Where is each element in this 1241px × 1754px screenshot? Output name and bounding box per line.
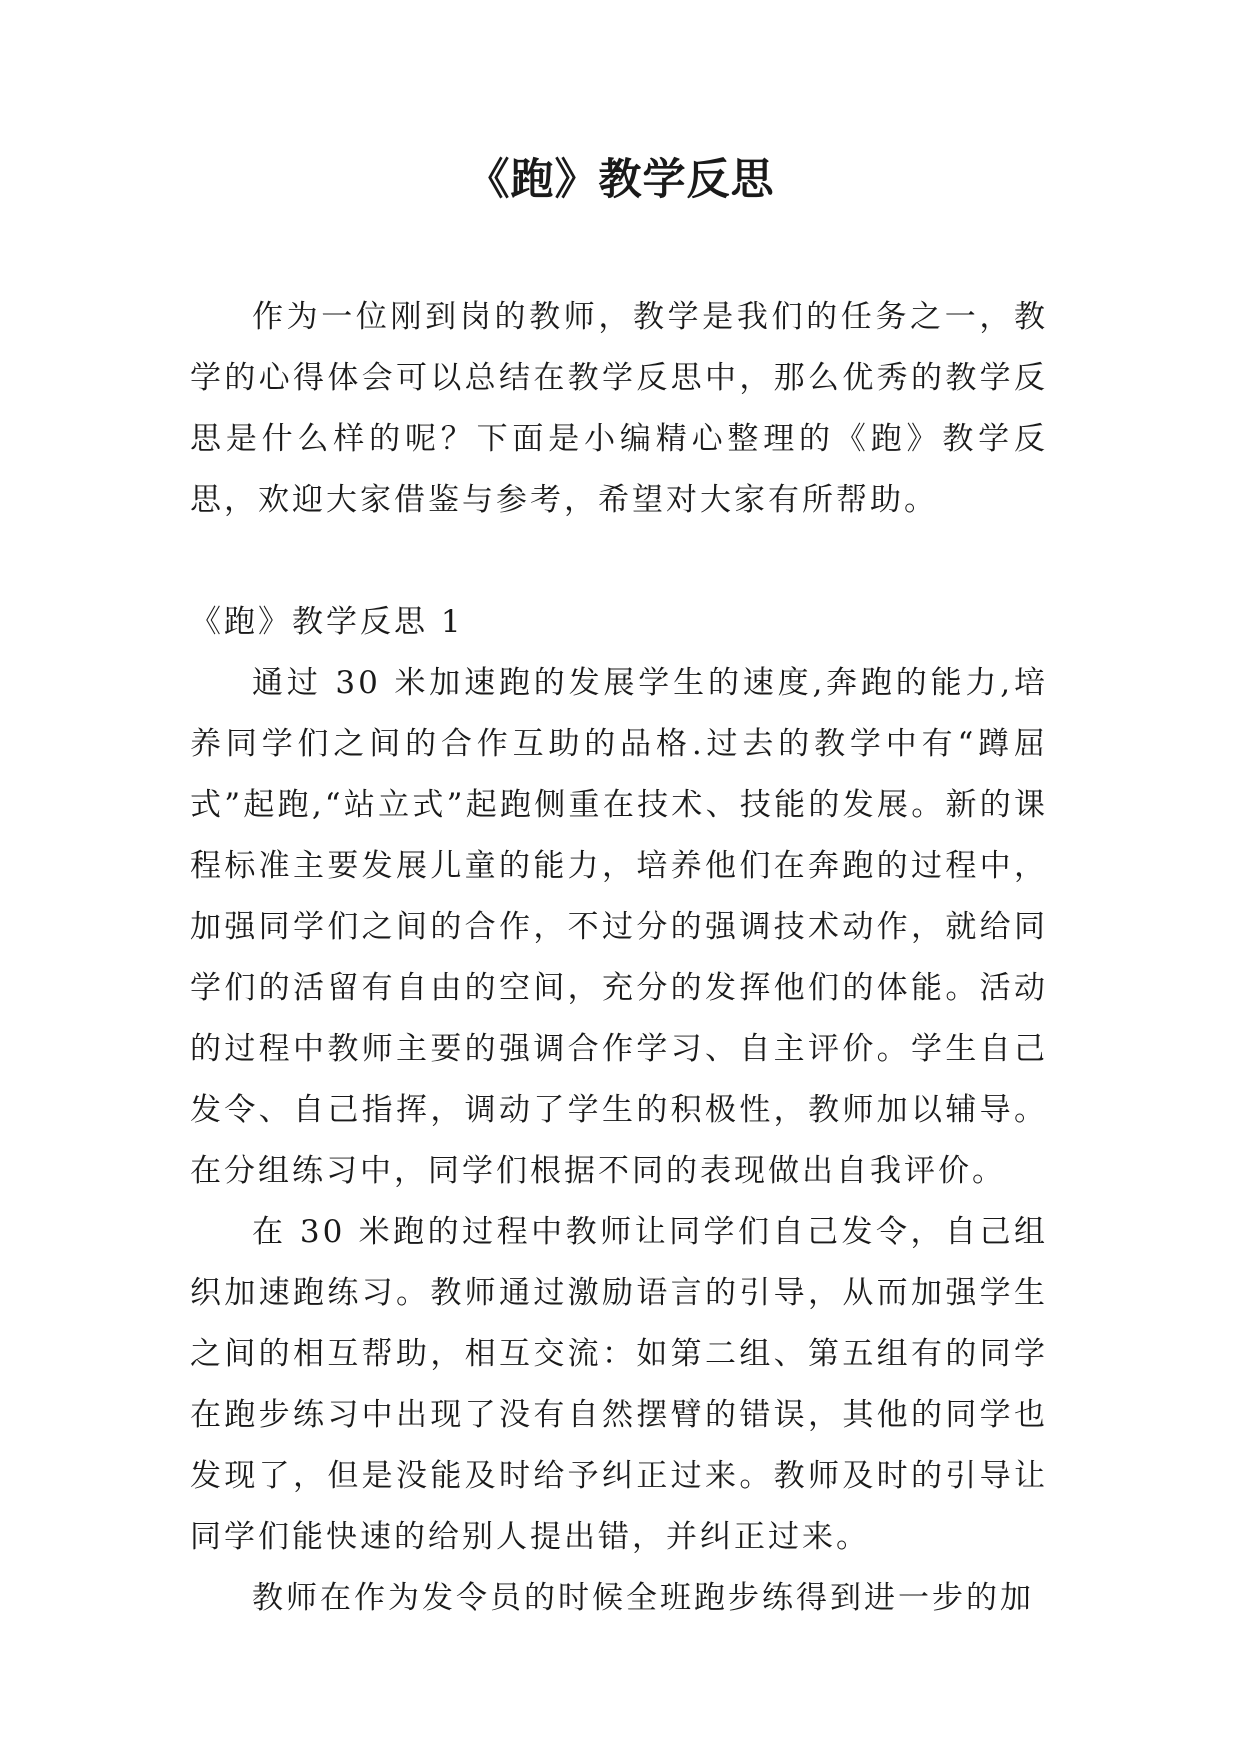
body-paragraph-1: 通过 30 米加速跑的发展学生的速度,奔跑的能力,培养同学们之间的合作互助的品格.过去的教学中有“蹲屈式”起跑,“站立式”起跑侧重在技术、技能的发展。新的课程标准主要发展儿童的能力，培养他们在奔跑的过程中，加强同学们之间的合作，不过分的强调技术动作，就给同学们的活留有自由的空间，充分的发挥他们的体能。活动的过程中教师主要的强调合作学习、自主评价。学生自己发令、自己指挥，调动了学生的积极性，教师加以辅导。在分组练习中，同学们根据不同的表现做出自我评价。 [190,665,1048,1189]
intro-paragraph: 作为一位刚到岗的教师，教学是我们的任务之一，教学的心得体会可以总结在教学反思中，那么优秀的教学反思是什么样的呢？下面是小编精心整理的《跑》教学反思，欢迎大家借鉴与参考，希望对大家有所帮助。 [190,299,1048,518]
body-paragraph-3: 教师在作为发令员的时候全班跑步练得到进一步的加 [252,1580,1034,1616]
body-paragraph-2: 在 30 米跑的过程中教师让同学们自己发令，自己组织加速跑练习。教师通过激励语言的引导，从而加强学生之间的相互帮助，相互交流：如第二组、第五组有的同学在跑步练习中出现了没有自然摆臂的错误，其他的同学也发现了，但是没能及时给予纠正过来。教师及时的引导让同学们能快速的给别人提出错，并纠正过来。 [190,1214,1048,1555]
document-title: 《跑》教学反思 [466,155,775,205]
document-body [190,287,1048,1629]
section-heading: 《跑》教学反思 1 [190,604,464,640]
